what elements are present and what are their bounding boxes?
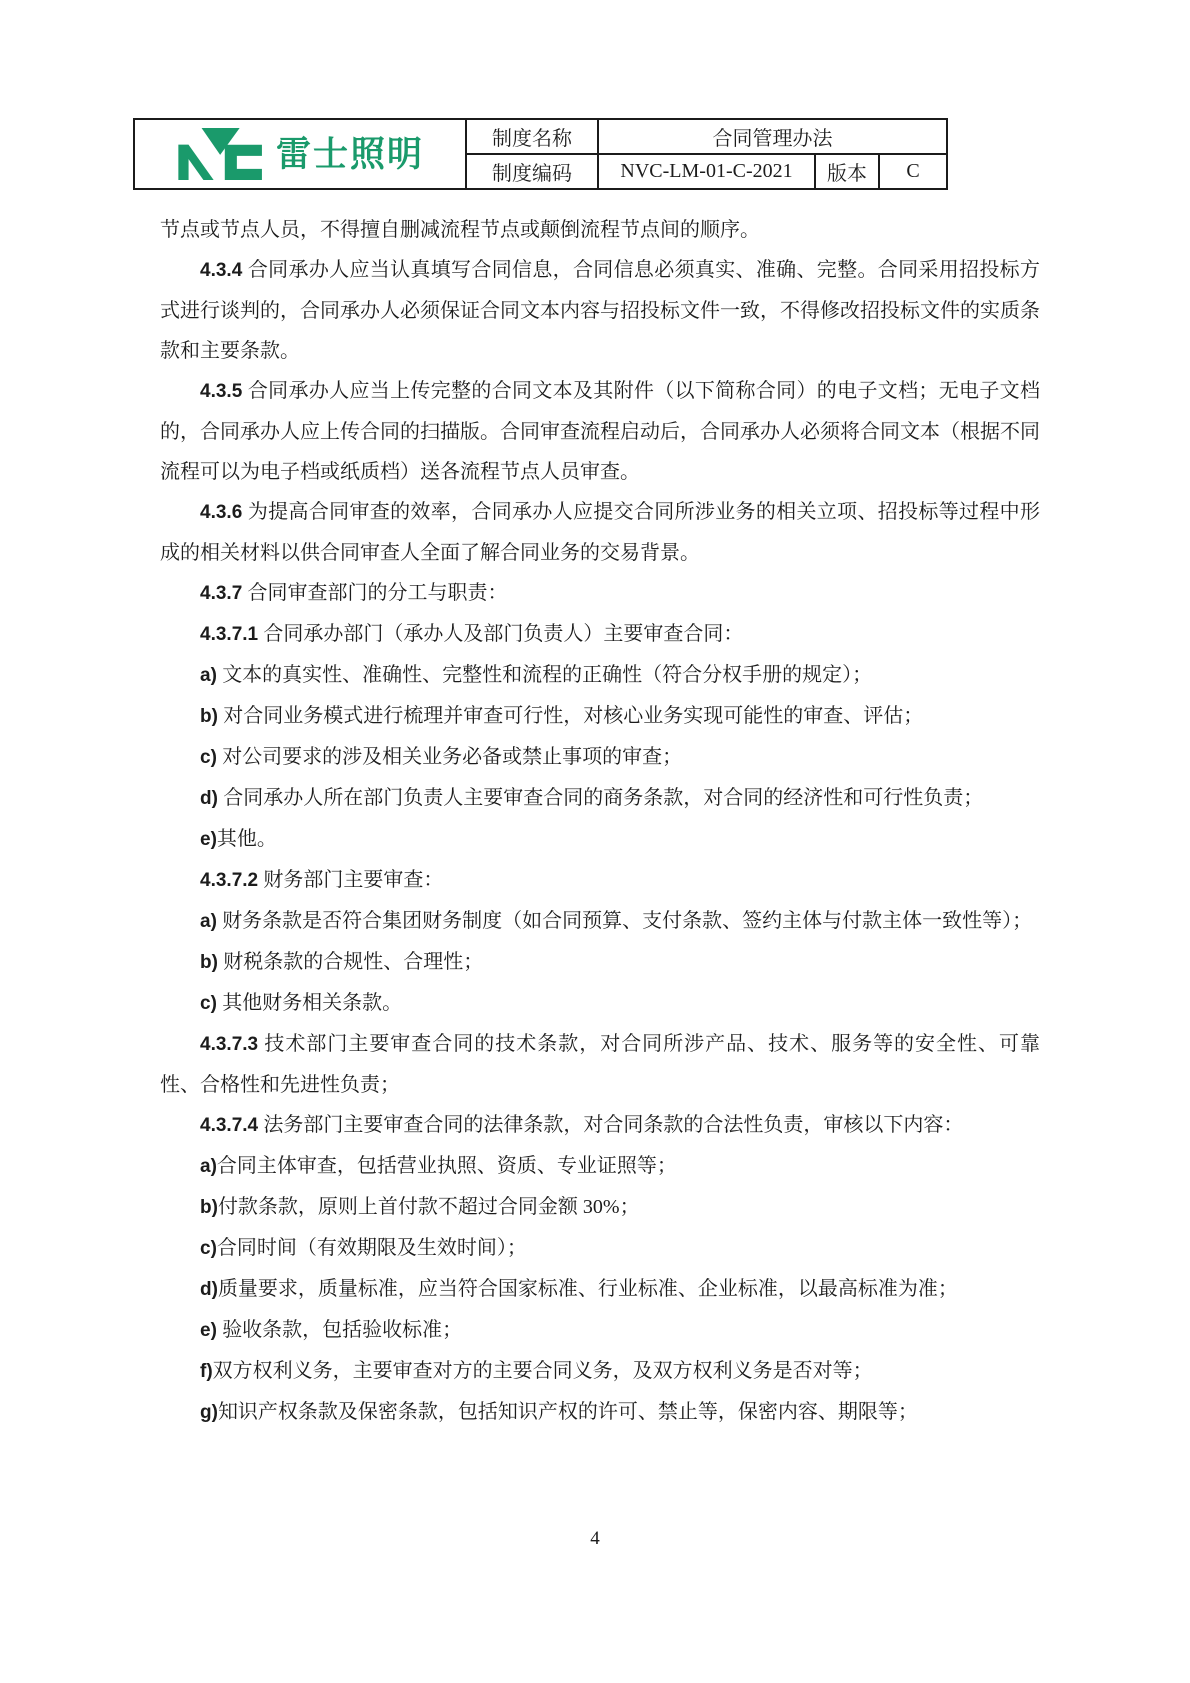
paragraph	[160, 1392, 1040, 1433]
paragraph	[160, 778, 1040, 819]
section-number: b)	[200, 1197, 218, 1218]
policy-code-value: NVC-LM-01-C-2021	[598, 154, 815, 189]
paragraph-text: 对合同业务模式进行梳理并审查可行性，对核心业务实现可能性的审查、评估；	[223, 705, 924, 727]
paragraph-text: 财务条款是否符合集团财务制度（如合同预算、支付条款、签约主体与付款主体一致性等）；	[222, 910, 1033, 932]
paragraph-text: 文本的真实性、准确性、完整性和流程的正确性（符合分权手册的规定）；	[222, 664, 873, 686]
section-number: 4.3.7.3	[200, 1034, 265, 1055]
paragraph-text: 付款条款，原则上首付款不超过合同金额 30%；	[217, 1196, 640, 1218]
section-number: 4.3.6	[200, 502, 248, 523]
paragraph	[160, 573, 1040, 614]
section-number: 4.3.7.1	[200, 624, 264, 645]
paragraph	[160, 901, 1040, 942]
section-number: a)	[200, 911, 223, 932]
paragraph	[160, 819, 1040, 860]
paragraph-text: 合同承办人所在部门负责人主要审查合同的商务条款，对合同的经济性和可行性负责；	[223, 787, 984, 809]
brand-name: 雷士照明	[275, 134, 424, 174]
brand-logo	[135, 120, 465, 188]
policy-code-label: 制度编码	[466, 154, 598, 189]
section-number: e)	[200, 1320, 223, 1341]
section-number: c)	[200, 1238, 217, 1259]
section-number: c)	[200, 747, 223, 768]
section-number: 4.3.4	[200, 260, 248, 281]
paragraph	[160, 1105, 1040, 1146]
paragraph	[160, 1187, 1040, 1228]
section-number: e)	[200, 829, 217, 850]
paragraph	[160, 371, 1040, 492]
paragraph-text: 为提高合同审查的效率，合同承办人应提交合同所涉业务的相关立项、招投标等过程中形成的相关材料以供合同审查人全面了解合同业务的交易背景。	[160, 501, 1040, 564]
paragraph-text: 验收条款，包括验收标准；	[222, 1319, 463, 1341]
paragraph	[160, 655, 1040, 696]
section-number: a)	[200, 1156, 217, 1177]
paragraph-text: 合同承办部门（承办人及部门负责人）主要审查合同：	[263, 623, 744, 645]
policy-name-value: 合同管理办法	[598, 119, 947, 154]
paragraph	[160, 210, 1040, 250]
section-number: d)	[200, 788, 224, 809]
version-value: C	[879, 154, 947, 189]
paragraph	[160, 250, 1040, 371]
paragraph-text: 合同承办人应当上传完整的合同文本及其附件（以下简称合同）的电子文档；无电子文档的，合同承办人应上传合同的扫描版。合同审查流程启动后，合同承办人必须将合同文本（根据不同流程可以为电子档或纸质档）送各流程节点人员审查。	[160, 380, 1040, 483]
paragraph-text: 合同主体审查，包括营业执照、资质、专业证照等；	[216, 1155, 677, 1177]
paragraph	[160, 1351, 1040, 1392]
paragraph-text: 质量要求，质量标准，应当符合国家标准、行业标准、企业标准，以最高标准为准；	[217, 1278, 958, 1300]
section-number: g)	[200, 1402, 218, 1423]
paragraph-text: 合同承办人应当认真填写合同信息，合同信息必须真实、准确、完整。合同采用招投标方式进行谈判的，合同承办人必须保证合同文本内容与招投标文件一致，不得修改招投标文件的实质条款和主要条款。	[160, 259, 1040, 362]
policy-header-table	[133, 118, 948, 190]
paragraph	[160, 1269, 1040, 1310]
paragraph-text: 知识产权条款及保密条款，包括知识产权的许可、禁止等，保密内容、期限等；	[217, 1401, 918, 1423]
nvc-logo-icon	[176, 128, 268, 180]
paragraph-text: 其他。	[216, 828, 277, 850]
paragraph-text: 双方权利义务，主要审查对方的主要合同义务，及双方权利义务是否对等；	[212, 1360, 873, 1382]
section-number: b)	[200, 952, 224, 973]
section-number: d)	[200, 1279, 218, 1300]
paragraph	[160, 492, 1040, 573]
paragraph-text: 财务部门主要审查：	[263, 869, 444, 891]
section-number: b)	[200, 706, 224, 727]
page-number: 4	[590, 1528, 600, 1549]
paragraph-text: 节点或节点人员，不得擅自删减流程节点或颠倒流程节点间的顺序。	[160, 219, 760, 241]
paragraph	[160, 614, 1040, 655]
paragraph	[160, 737, 1040, 778]
paragraph	[160, 696, 1040, 737]
paragraph-text: 对公司要求的涉及相关业务必备或禁止事项的审查；	[222, 746, 683, 768]
section-number: 4.3.7.4	[200, 1115, 264, 1136]
section-number: 4.3.7.2	[200, 870, 264, 891]
section-number: 4.3.5	[200, 381, 248, 402]
paragraph-text: 法务部门主要审查合同的法律条款，对合同条款的合法性负责，审核以下内容：	[263, 1114, 964, 1136]
section-number: a)	[200, 665, 223, 686]
paragraph	[160, 1228, 1040, 1269]
document-body	[160, 210, 1040, 1433]
paragraph	[160, 1146, 1040, 1187]
section-number: f)	[200, 1361, 213, 1382]
paragraph-text: 合同时间（有效期限及生效时间）；	[216, 1237, 527, 1259]
paragraph-text: 财税条款的合规性、合理性；	[223, 951, 484, 973]
section-number: c)	[200, 993, 223, 1014]
paragraph-text: 其他财务相关条款。	[222, 992, 403, 1014]
policy-name-label: 制度名称	[466, 119, 598, 154]
paragraph	[160, 942, 1040, 983]
logo-cell	[134, 119, 466, 189]
paragraph	[160, 1024, 1040, 1105]
paragraph	[160, 1310, 1040, 1351]
paragraph-text: 合同审查部门的分工与职责：	[247, 582, 508, 604]
paragraph-text: 技术部门主要审查合同的技术条款，对合同所涉产品、技术、服务等的安全性、可靠性、合格性和先进性负责；	[160, 1033, 1040, 1096]
paragraph	[160, 860, 1040, 901]
paragraph	[160, 983, 1040, 1024]
section-number: 4.3.7	[200, 583, 248, 604]
version-label: 版本	[815, 154, 879, 189]
